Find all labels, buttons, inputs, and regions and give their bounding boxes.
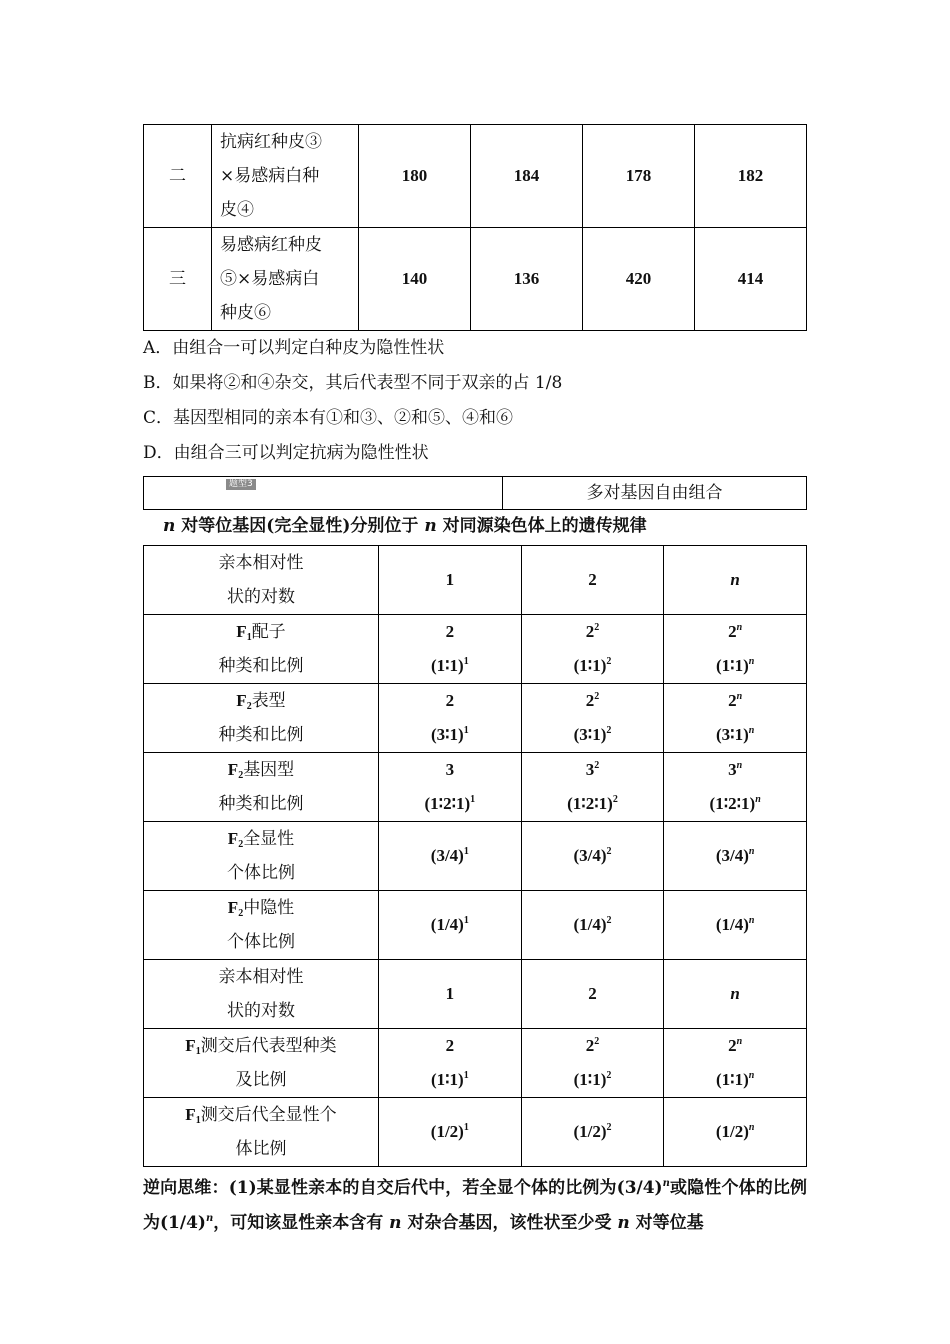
row-label: $F_1$测交后代表型种类 及比例 <box>144 1029 379 1098</box>
row-label: $F_2$全显性 个体比例 <box>144 822 379 891</box>
table-row <box>144 1098 807 1167</box>
group-cell: 三 <box>144 228 212 331</box>
table-row <box>144 546 807 615</box>
value-cell: $2^2$ (1∶1)$^2$ <box>521 615 664 684</box>
value-cell: n <box>664 546 807 615</box>
table-title: n 对等位基因(完全显性)分别位于 n 对同源染色体上的遗传规律 <box>163 516 647 536</box>
count-cell: 136 <box>471 228 583 331</box>
reverse-thinking-paragraph: 逆向思维：(1)某显性亲本的自交后代中，若全显个体的比例为$(3/4)^n$或隐性个体的比例为$(1/4)^n$，可知该显性亲本含有 n 对杂合基因，该性状至少受 n 对等位基 <box>143 1178 807 1233</box>
count-cell: 140 <box>359 228 471 331</box>
section-title: 多对基因自由组合 <box>586 483 723 503</box>
table-row <box>144 960 807 1029</box>
value-cell: $2^2$ (3∶1)$^2$ <box>521 684 664 753</box>
value-cell: 1 <box>379 546 522 615</box>
value-cell: $(1/4)^1$ <box>379 891 522 960</box>
table-row <box>144 1029 807 1098</box>
count-cell: 178 <box>583 125 695 228</box>
row-label: 亲本相对性 状的对数 <box>144 960 379 1029</box>
option-a: A．由组合一可以判定白种皮为隐性性状 <box>143 338 445 358</box>
count-cell: 420 <box>583 228 695 331</box>
value-cell: 2 (1∶1)$^1$ <box>379 1029 522 1098</box>
count-cell: 184 <box>471 125 583 228</box>
value-cell: 2$^n$ (1∶1)$^n$ <box>664 615 807 684</box>
value-cell: $(1/4)^2$ <box>521 891 664 960</box>
parents-cell: 抗病红种皮③ ×易感病白种 皮④ <box>212 125 359 228</box>
value-cell: 2 (1∶1)$^1$ <box>379 615 522 684</box>
value-cell: $(1/2)^2$ <box>521 1098 664 1167</box>
table-row <box>144 125 807 228</box>
inheritance-rules-table <box>143 545 807 1167</box>
option-b: B．如果将②和④杂交，其后代表型不同于双亲的占 1/8 <box>143 373 563 393</box>
value-cell: $3^2$ (1∶2∶1)$^2$ <box>521 753 664 822</box>
value-cell: $(1/4)^n$ <box>664 891 807 960</box>
value-cell: 2 (3∶1)$^1$ <box>379 684 522 753</box>
row-label: $F_2$基因型 种类和比例 <box>144 753 379 822</box>
row-label: 亲本相对性 状的对数 <box>144 546 379 615</box>
row-label: $F_1$测交后代全显性个 体比例 <box>144 1098 379 1167</box>
value-cell: 2 <box>521 960 664 1029</box>
table-row <box>144 891 807 960</box>
value-cell: $(3/4)^n$ <box>664 822 807 891</box>
row-label: $F_1$配子 种类和比例 <box>144 615 379 684</box>
table-row <box>144 753 807 822</box>
document-page <box>143 124 807 1241</box>
row-label: $F_2$中隐性 个体比例 <box>144 891 379 960</box>
cross-results-table <box>143 124 807 331</box>
section-tag-cell <box>144 477 503 509</box>
value-cell: $2^2$ (1∶1)$^2$ <box>521 1029 664 1098</box>
value-cell: 3$^n$ (1∶2∶1)$^n$ <box>664 753 807 822</box>
value-cell: $(3/4)^2$ <box>521 822 664 891</box>
value-cell: 2$^n$ (3∶1)$^n$ <box>664 684 807 753</box>
table-row <box>144 684 807 753</box>
count-cell: 414 <box>695 228 807 331</box>
table-row <box>144 228 807 331</box>
value-cell: $(3/4)^1$ <box>379 822 522 891</box>
value-cell: $(1/2)^n$ <box>664 1098 807 1167</box>
section-tag: 题型3 <box>226 479 256 490</box>
table-row <box>144 615 807 684</box>
value-cell: 2 <box>521 546 664 615</box>
count-cell: 182 <box>695 125 807 228</box>
row-label: $F_2$表型 种类和比例 <box>144 684 379 753</box>
value-cell: 1 <box>379 960 522 1029</box>
count-cell: 180 <box>359 125 471 228</box>
value-cell: 2$^n$ (1∶1)$^n$ <box>664 1029 807 1098</box>
section-header <box>143 476 807 510</box>
parents-cell: 易感病红种皮 ⑤×易感病白 种皮⑥ <box>212 228 359 331</box>
value-cell: n <box>664 960 807 1029</box>
group-cell: 二 <box>144 125 212 228</box>
option-d: D．由组合三可以判定抗病为隐性性状 <box>143 443 429 463</box>
option-c: C．基因型相同的亲本有①和③、②和⑤、④和⑥ <box>143 408 514 428</box>
table-row <box>144 822 807 891</box>
value-cell: 3 (1∶2∶1)$^1$ <box>379 753 522 822</box>
value-cell: $(1/2)^1$ <box>379 1098 522 1167</box>
